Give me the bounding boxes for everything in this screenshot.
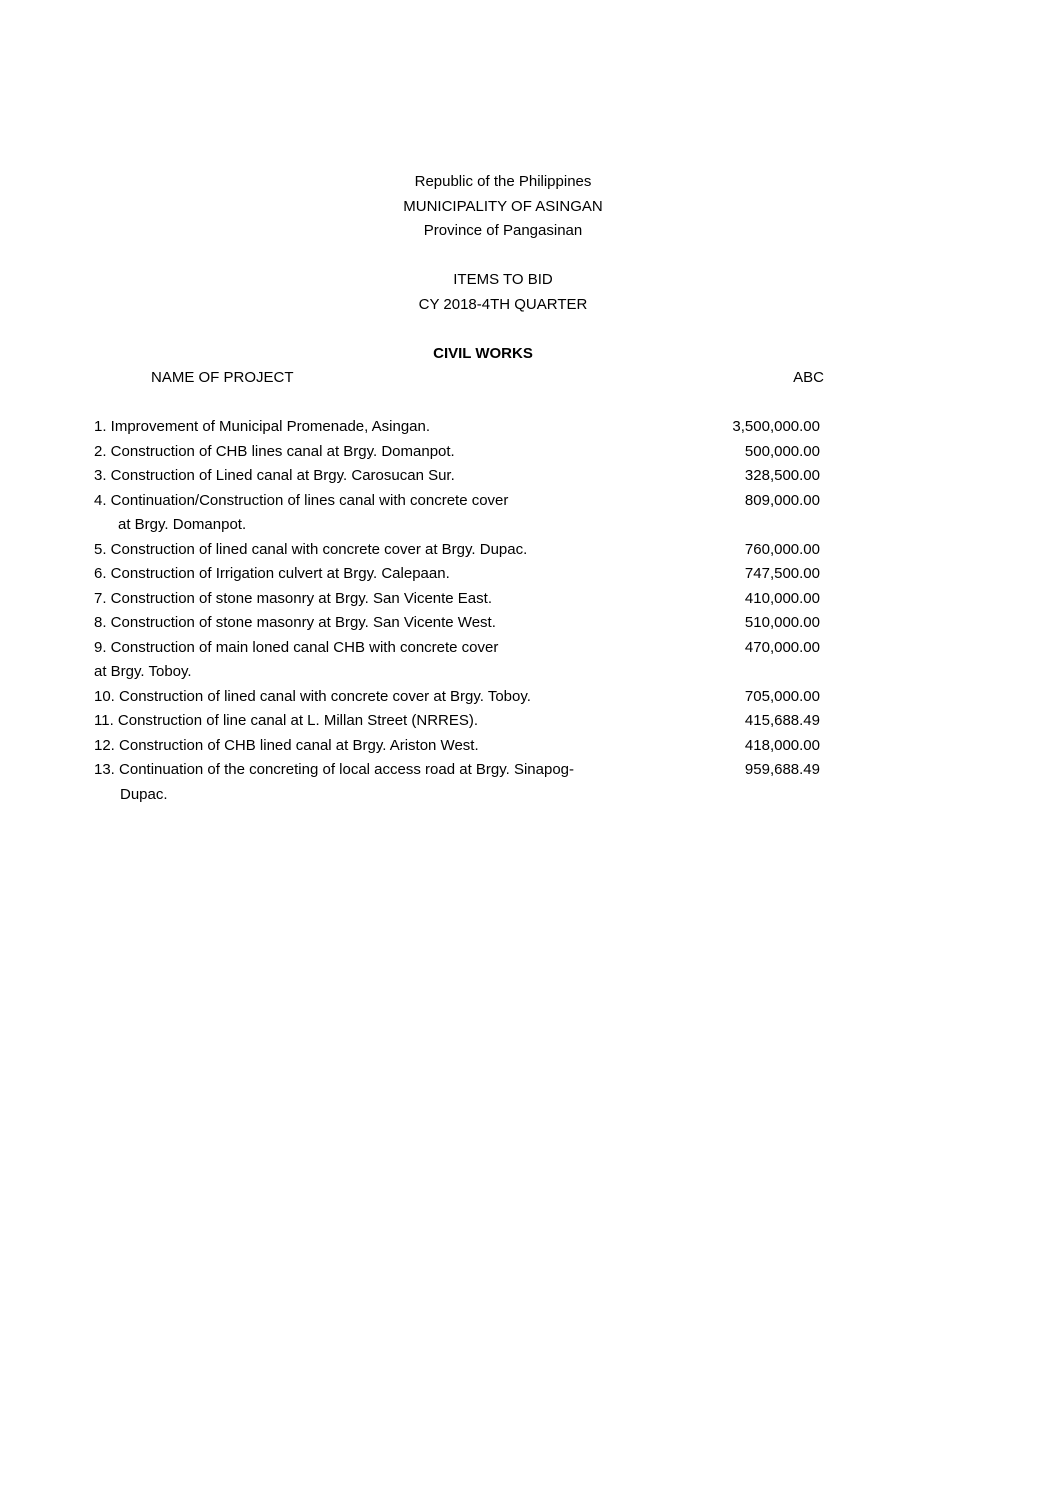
list-item	[94, 538, 820, 563]
project-name-line: 6. Construction of Irrigation culvert at Brgy. Calepaan.	[94, 565, 450, 582]
project-abc-amount: 415,688.49	[744, 712, 820, 729]
project-name-line: 10. Construction of lined canal with concrete cover at Brgy. Toboy.	[94, 687, 531, 705]
project-name	[94, 587, 654, 612]
document-title: ITEMS TO BID	[453, 271, 553, 288]
project-abc-amount: 470,000.00	[744, 638, 820, 656]
project-name-line: 7. Construction of stone masonry at Brgy. San Vicente East.	[94, 589, 492, 607]
project-name-continuation: Dupac.	[120, 785, 168, 803]
project-name-line: 8. Construction of stone masonry at Brgy. San Vicente West.	[94, 614, 496, 631]
project-name-continuation: at Brgy. Domanpot.	[118, 516, 247, 533]
project-abc-amount: 3,500,000.00	[732, 418, 820, 435]
republic-line: Republic of the Philippines	[414, 173, 592, 190]
list-item	[94, 758, 820, 807]
project-abc-amount: 747,500.00	[744, 565, 820, 582]
municipality-line: MUNICIPALITY OF ASINGAN	[403, 197, 603, 215]
section-title: CIVIL WORKS	[433, 345, 533, 362]
project-name-line: 12. Construction of CHB lined canal at Brgy. Ariston West.	[94, 736, 479, 754]
project-name	[94, 611, 654, 636]
project-name	[94, 685, 654, 710]
province-line: Province of Pangasinan	[423, 222, 583, 239]
list-item	[94, 636, 820, 685]
list-item	[94, 562, 820, 587]
project-abc-amount: 510,000.00	[744, 614, 820, 631]
project-abc-amount: 418,000.00	[744, 736, 820, 754]
project-abc-amount: 500,000.00	[744, 442, 820, 460]
project-name-line: 4. Continuation/Construction of lines canal with concrete cover	[94, 491, 509, 509]
project-name	[94, 734, 654, 759]
project-name	[94, 464, 654, 489]
list-item	[94, 464, 820, 489]
project-list	[94, 415, 820, 807]
list-item	[94, 685, 820, 710]
project-abc-amount: 959,688.49	[744, 761, 820, 778]
column-header-abc: ABC	[793, 369, 824, 386]
project-abc-amount: 328,500.00	[744, 467, 820, 484]
document-period: CY 2018-4TH QUARTER	[418, 295, 588, 313]
column-header-project-name: NAME OF PROJECT	[151, 369, 294, 386]
list-item	[94, 709, 820, 734]
project-name	[94, 489, 654, 538]
project-abc-amount: 809,000.00	[744, 491, 820, 509]
project-name	[94, 758, 654, 807]
project-name	[94, 709, 654, 734]
government-header	[303, 170, 703, 244]
project-name-line: 9. Construction of main loned canal CHB with concrete cover	[94, 638, 499, 656]
project-name	[94, 538, 654, 563]
project-name-line: 11. Construction of line canal at L. Millan Street (NRRES).	[94, 712, 479, 729]
list-item	[94, 440, 820, 465]
project-name-line: 1. Improvement of Municipal Promenade, Asingan.	[94, 418, 431, 435]
project-name-line: 13. Continuation of the concreting of local access road at Brgy. Sinapog-	[94, 761, 575, 778]
project-name-continuation: at Brgy. Toboy.	[94, 663, 192, 680]
project-abc-amount: 410,000.00	[744, 589, 820, 607]
project-name	[94, 415, 654, 440]
project-name	[94, 562, 654, 587]
document-title-block	[303, 268, 703, 317]
project-name-line: 2. Construction of CHB lines canal at Brgy. Domanpot.	[94, 442, 455, 460]
project-name	[94, 440, 654, 465]
project-abc-amount: 705,000.00	[744, 687, 820, 705]
project-abc-amount: 760,000.00	[744, 540, 820, 558]
project-name-line: 3. Construction of Lined canal at Brgy. Carosucan Sur.	[94, 467, 455, 484]
list-item	[94, 611, 820, 636]
project-name-line: 5. Construction of lined canal with concrete cover at Brgy. Dupac.	[94, 540, 528, 558]
list-item	[94, 489, 820, 538]
list-item	[94, 587, 820, 612]
list-item	[94, 415, 820, 440]
project-name	[94, 636, 654, 685]
list-item	[94, 734, 820, 759]
